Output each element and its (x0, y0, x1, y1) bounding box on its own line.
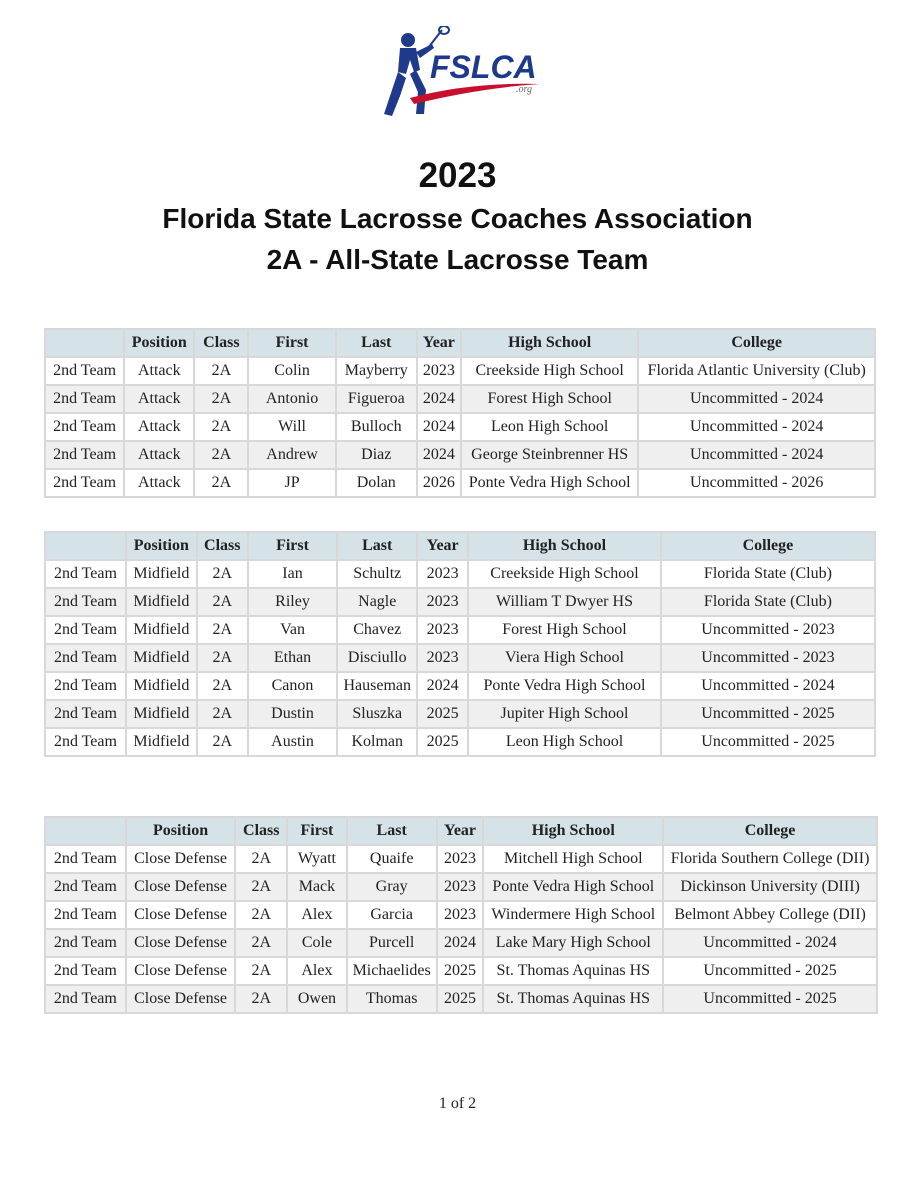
column-header-year: Year (417, 329, 461, 357)
cell-class: 2A (194, 357, 248, 385)
column-header-position: Position (124, 329, 194, 357)
table-row (45, 644, 875, 672)
cell-class: 2A (235, 901, 287, 929)
page-number: 1 of 2 (438, 1095, 477, 1112)
cell-row-label: 2nd Team (45, 672, 126, 700)
cell-college: Uncommitted - 2026 (638, 469, 875, 497)
cell-last-name: Figueroa (336, 385, 417, 413)
cell-year: 2023 (417, 560, 468, 588)
cell-college: Florida State (Club) (661, 588, 875, 616)
cell-college: Florida Southern College (DII) (663, 845, 877, 873)
cell-year: 2023 (417, 644, 468, 672)
cell-first-name: Cole (287, 929, 347, 957)
cell-first-name: Riley (248, 588, 338, 616)
cell-last-name: Dolan (336, 469, 417, 497)
fslca-logo (370, 26, 550, 124)
cell-high-school: Ponte Vedra High School (483, 873, 663, 901)
cell-high-school: Creekside High School (468, 560, 661, 588)
cell-row-label: 2nd Team (45, 901, 126, 929)
cell-row-label: 2nd Team (45, 357, 124, 385)
cell-row-label: 2nd Team (45, 469, 124, 497)
cell-first-name: Alex (287, 901, 347, 929)
table-row (45, 357, 875, 385)
cell-first-name: Colin (248, 357, 335, 385)
table-row (45, 672, 875, 700)
table-header-row (45, 329, 875, 357)
cell-high-school: George Steinbrenner HS (461, 441, 638, 469)
table-row (45, 441, 875, 469)
cell-year: 2024 (417, 672, 468, 700)
table-row (45, 985, 877, 1013)
page-title-team: 2A - All-State Lacrosse Team (266, 244, 649, 275)
cell-position: Close Defense (126, 985, 236, 1013)
table-row (45, 873, 877, 901)
cell-last-name: Michaelides (347, 957, 437, 985)
cell-row-label: 2nd Team (45, 385, 124, 413)
cell-last-name: Schultz (337, 560, 417, 588)
cell-position: Midfield (126, 728, 197, 756)
cell-college: Uncommitted - 2023 (661, 616, 875, 644)
cell-high-school: Forest High School (461, 385, 638, 413)
table-row (45, 957, 877, 985)
cell-last-name: Kolman (337, 728, 417, 756)
column-header-high-school: High School (461, 329, 638, 357)
cell-class: 2A (197, 560, 248, 588)
cell-high-school: St. Thomas Aquinas HS (483, 985, 663, 1013)
column-header-row-label (45, 532, 126, 560)
midfield-table (44, 531, 876, 757)
column-header-class: Class (235, 817, 287, 845)
cell-position: Midfield (126, 616, 197, 644)
cell-position: Attack (124, 441, 194, 469)
cell-year: 2025 (437, 985, 484, 1013)
column-header-college: College (661, 532, 875, 560)
column-header-class: Class (194, 329, 248, 357)
table-row (45, 700, 875, 728)
cell-row-label: 2nd Team (45, 560, 126, 588)
column-header-row-label (45, 817, 126, 845)
column-header-first-name: First (248, 329, 335, 357)
column-header-college: College (638, 329, 875, 357)
cell-position: Midfield (126, 700, 197, 728)
cell-class: 2A (197, 728, 248, 756)
cell-position: Close Defense (126, 845, 236, 873)
cell-last-name: Disciullo (337, 644, 417, 672)
cell-college: Uncommitted - 2025 (661, 700, 875, 728)
cell-high-school: Leon High School (468, 728, 661, 756)
column-header-position: Position (126, 532, 197, 560)
cell-last-name: Garcia (347, 901, 437, 929)
cell-position: Attack (124, 413, 194, 441)
cell-first-name: Antonio (248, 385, 335, 413)
column-header-row-label (45, 329, 124, 357)
table-header-row (45, 532, 875, 560)
cell-first-name: Austin (248, 728, 338, 756)
table-row (45, 588, 875, 616)
cell-year: 2025 (417, 700, 468, 728)
cell-class: 2A (197, 700, 248, 728)
table-row (45, 616, 875, 644)
cell-position: Close Defense (126, 929, 236, 957)
cell-class: 2A (235, 929, 287, 957)
table-row (45, 413, 875, 441)
cell-row-label: 2nd Team (45, 588, 126, 616)
cell-first-name: Owen (287, 985, 347, 1013)
column-header-year: Year (417, 532, 468, 560)
cell-college: Uncommitted - 2025 (663, 985, 877, 1013)
cell-college: Uncommitted - 2024 (661, 672, 875, 700)
table-row (45, 845, 877, 873)
cell-college: Dickinson University (DIII) (663, 873, 877, 901)
cell-row-label: 2nd Team (45, 929, 126, 957)
cell-year: 2024 (417, 385, 461, 413)
page-title-year: 2023 (418, 156, 497, 195)
cell-year: 2025 (437, 957, 484, 985)
cell-row-label: 2nd Team (45, 728, 126, 756)
cell-first-name: Mack (287, 873, 347, 901)
cell-year: 2023 (417, 357, 461, 385)
cell-college: Uncommitted - 2024 (663, 929, 877, 957)
cell-high-school: Ponte Vedra High School (468, 672, 661, 700)
cell-last-name: Mayberry (336, 357, 417, 385)
cell-class: 2A (197, 616, 248, 644)
cell-class: 2A (194, 441, 248, 469)
column-header-high-school: High School (483, 817, 663, 845)
cell-year: 2025 (417, 728, 468, 756)
cell-position: Close Defense (126, 873, 236, 901)
cell-college: Uncommitted - 2023 (661, 644, 875, 672)
cell-class: 2A (197, 588, 248, 616)
cell-last-name: Chavez (337, 616, 417, 644)
cell-high-school: Jupiter High School (468, 700, 661, 728)
cell-last-name: Quaife (347, 845, 437, 873)
cell-row-label: 2nd Team (45, 985, 126, 1013)
cell-last-name: Hauseman (337, 672, 417, 700)
cell-high-school: Mitchell High School (483, 845, 663, 873)
cell-high-school: William T Dwyer HS (468, 588, 661, 616)
cell-class: 2A (235, 873, 287, 901)
cell-position: Close Defense (126, 957, 236, 985)
table-row (45, 929, 877, 957)
cell-class: 2A (235, 845, 287, 873)
column-header-year: Year (437, 817, 484, 845)
cell-college: Uncommitted - 2025 (663, 957, 877, 985)
cell-position: Midfield (126, 588, 197, 616)
cell-year: 2024 (417, 441, 461, 469)
table-header-row (45, 817, 877, 845)
cell-first-name: Andrew (248, 441, 335, 469)
cell-year: 2024 (417, 413, 461, 441)
table-row (45, 901, 877, 929)
cell-row-label: 2nd Team (45, 616, 126, 644)
cell-year: 2023 (417, 616, 468, 644)
column-header-position: Position (126, 817, 236, 845)
cell-college: Uncommitted - 2024 (638, 413, 875, 441)
cell-high-school: Leon High School (461, 413, 638, 441)
cell-college: Belmont Abbey College (DII) (663, 901, 877, 929)
cell-year: 2023 (437, 873, 484, 901)
cell-year: 2024 (437, 929, 484, 957)
column-header-last-name: Last (347, 817, 437, 845)
cell-position: Attack (124, 385, 194, 413)
cell-high-school: Ponte Vedra High School (461, 469, 638, 497)
cell-class: 2A (194, 413, 248, 441)
cell-last-name: Bulloch (336, 413, 417, 441)
cell-first-name: Dustin (248, 700, 338, 728)
cell-last-name: Sluszka (337, 700, 417, 728)
table-row (45, 560, 875, 588)
cell-first-name: Van (248, 616, 338, 644)
page-title-org: Florida State Lacrosse Coaches Association (162, 203, 753, 234)
cell-high-school: Windermere High School (483, 901, 663, 929)
close-defense-table (44, 816, 878, 1014)
cell-first-name: Will (248, 413, 335, 441)
column-header-first-name: First (248, 532, 338, 560)
cell-first-name: JP (248, 469, 335, 497)
cell-first-name: Wyatt (287, 845, 347, 873)
cell-first-name: Alex (287, 957, 347, 985)
column-header-last-name: Last (336, 329, 417, 357)
cell-year: 2026 (417, 469, 461, 497)
cell-last-name: Diaz (336, 441, 417, 469)
cell-row-label: 2nd Team (45, 441, 124, 469)
logo-subtext: .org (516, 84, 533, 95)
cell-last-name: Purcell (347, 929, 437, 957)
table-row (45, 469, 875, 497)
cell-first-name: Ian (248, 560, 338, 588)
cell-college: Uncommitted - 2024 (638, 385, 875, 413)
cell-class: 2A (235, 957, 287, 985)
cell-high-school: St. Thomas Aquinas HS (483, 957, 663, 985)
cell-position: Attack (124, 469, 194, 497)
cell-first-name: Canon (248, 672, 338, 700)
cell-last-name: Gray (347, 873, 437, 901)
cell-position: Midfield (126, 560, 197, 588)
attack-table (44, 328, 876, 498)
cell-class: 2A (194, 385, 248, 413)
cell-row-label: 2nd Team (45, 845, 126, 873)
cell-position: Attack (124, 357, 194, 385)
cell-college: Uncommitted - 2025 (661, 728, 875, 756)
cell-row-label: 2nd Team (45, 413, 124, 441)
cell-position: Midfield (126, 672, 197, 700)
cell-row-label: 2nd Team (45, 700, 126, 728)
cell-class: 2A (194, 469, 248, 497)
cell-year: 2023 (437, 845, 484, 873)
cell-class: 2A (197, 644, 248, 672)
cell-position: Close Defense (126, 901, 236, 929)
cell-row-label: 2nd Team (45, 873, 126, 901)
column-header-college: College (663, 817, 877, 845)
cell-row-label: 2nd Team (45, 644, 126, 672)
column-header-last-name: Last (337, 532, 417, 560)
column-header-class: Class (197, 532, 248, 560)
table-row (45, 728, 875, 756)
cell-class: 2A (197, 672, 248, 700)
cell-class: 2A (235, 985, 287, 1013)
cell-row-label: 2nd Team (45, 957, 126, 985)
cell-college: Uncommitted - 2024 (638, 441, 875, 469)
cell-high-school: Forest High School (468, 616, 661, 644)
cell-high-school: Creekside High School (461, 357, 638, 385)
cell-year: 2023 (437, 901, 484, 929)
table-row (45, 385, 875, 413)
cell-college: Florida State (Club) (661, 560, 875, 588)
cell-last-name: Thomas (347, 985, 437, 1013)
cell-last-name: Nagle (337, 588, 417, 616)
cell-high-school: Lake Mary High School (483, 929, 663, 957)
cell-year: 2023 (417, 588, 468, 616)
column-header-first-name: First (287, 817, 347, 845)
cell-college: Florida Atlantic University (Club) (638, 357, 875, 385)
cell-position: Midfield (126, 644, 197, 672)
cell-high-school: Viera High School (468, 644, 661, 672)
logo-text: FSLCA (430, 49, 537, 85)
column-header-high-school: High School (468, 532, 661, 560)
cell-first-name: Ethan (248, 644, 338, 672)
